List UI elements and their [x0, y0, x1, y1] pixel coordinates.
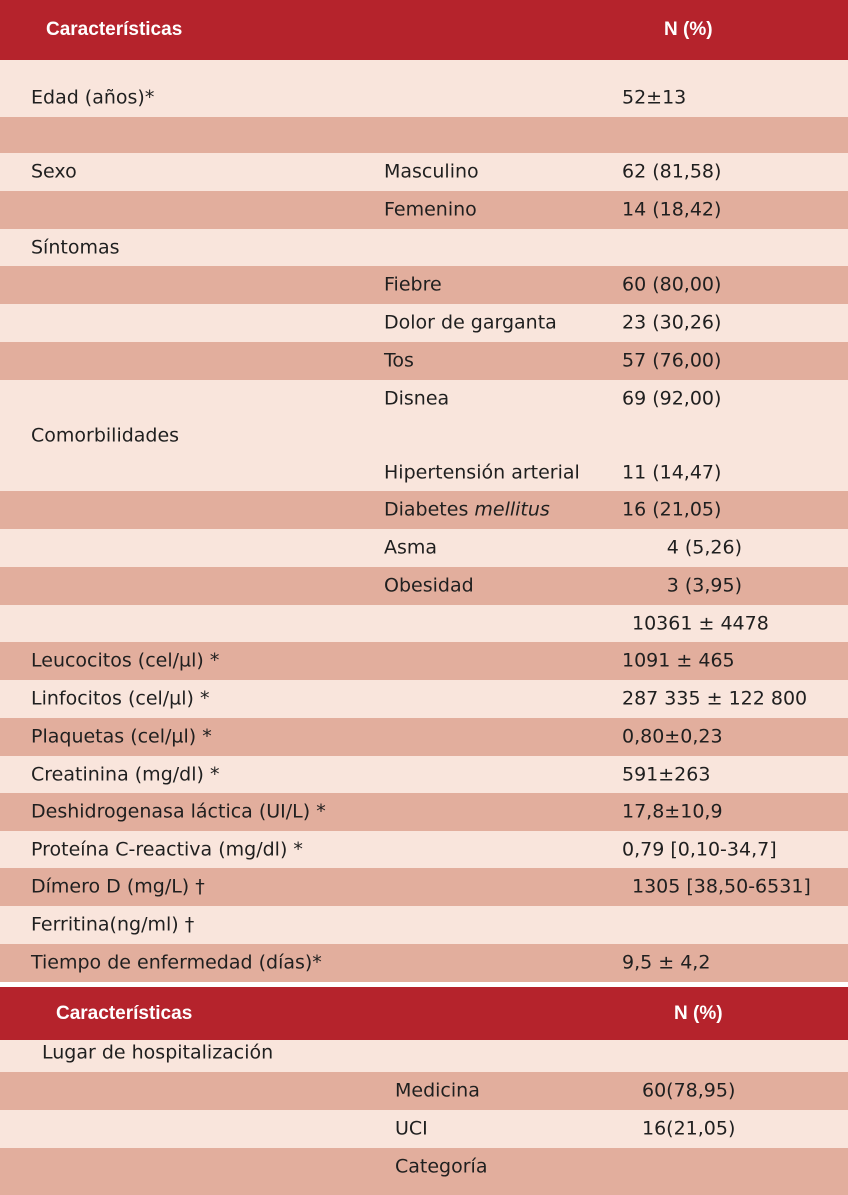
value-edad: 52±13 — [622, 86, 687, 108]
label-ferritina: Ferritina(ng/ml) † — [31, 913, 195, 936]
sub-fiebre: Fiebre — [384, 273, 442, 296]
table-row — [0, 567, 848, 605]
table-row — [0, 680, 848, 718]
value-tos: 57 (76,00) — [622, 349, 722, 372]
value-creatinina: 591±263 — [622, 763, 711, 785]
table-row — [0, 266, 848, 304]
value-disnea: 69 (92,00) — [622, 387, 722, 409]
sub-diabetes-italic: mellitus — [474, 498, 550, 521]
value-medicina: 60(78,95) — [642, 1079, 736, 1102]
value-obesidad: 3 (3,95) — [666, 574, 742, 597]
sub-uci: UCI — [395, 1117, 428, 1140]
sub-disnea: Disnea — [384, 387, 450, 409]
table-row — [0, 831, 848, 868]
sub-diabetes-text: Diabetes — [384, 498, 469, 521]
table1-header — [0, 0, 848, 60]
table-row — [0, 1110, 848, 1148]
label-proteina-c: Proteína C-reactiva (mg/dl) * — [31, 838, 303, 860]
value-dolor-garganta: 23 (30,26) — [622, 311, 722, 334]
table-row — [0, 117, 848, 153]
label-sintomas: Síntomas — [31, 236, 120, 258]
table2-header — [0, 987, 848, 1040]
value-hipertension: 11 (14,47) — [622, 461, 722, 483]
table-row — [0, 868, 848, 906]
table-row — [0, 417, 848, 454]
table-row — [0, 605, 848, 642]
label-tiempo-enfermedad: Tiempo de enfermedad (días)* — [31, 951, 322, 974]
table-row — [0, 944, 848, 982]
sub-masculino: Masculino — [384, 160, 479, 183]
value-tiempo-enfermedad: 9,5 ± 4,2 — [622, 951, 711, 974]
table-row — [0, 756, 848, 793]
label-creatinina: Creatinina (mg/dl) * — [31, 763, 220, 785]
label-plaquetas: Plaquetas (cel/µl) * — [31, 725, 212, 748]
label-linfocitos: Linfocitos (cel/µl) * — [31, 687, 210, 710]
table-row — [0, 153, 848, 191]
sub-obesidad: Obesidad — [384, 574, 474, 597]
table2-header-n-percent: N (%) — [674, 1002, 723, 1024]
table-row — [0, 1072, 848, 1110]
table-row — [0, 191, 848, 229]
label-comorbilidades: Comorbilidades — [31, 424, 180, 446]
table-row — [0, 304, 848, 342]
sub-asma: Asma — [384, 536, 438, 559]
value-femenino: 14 (18,42) — [622, 198, 722, 221]
value-diabetes: 16 (21,05) — [622, 498, 722, 521]
value-fiebre: 60 (80,00) — [622, 273, 722, 296]
table-row — [0, 380, 848, 417]
sub-tos: Tos — [384, 349, 414, 372]
table-row — [0, 78, 848, 117]
sub-dolor-garganta: Dolor de garganta — [384, 311, 557, 334]
table-row — [0, 229, 848, 266]
label-edad: Edad (años)* — [31, 86, 155, 108]
table1-header-n-percent: N (%) — [664, 19, 713, 40]
value-leucocitos: 1091 ± 465 — [622, 649, 735, 672]
table-row — [0, 529, 848, 567]
value-deshidrogenasa: 17,8±10,9 — [622, 800, 723, 823]
table-row — [0, 793, 848, 831]
table-row — [0, 1040, 848, 1072]
value-dimero-d: 1305 [38,50-6531] — [632, 875, 811, 898]
value-leucocitos-row: 10361 ± 4478 — [632, 612, 769, 634]
value-proteina-c: 0,79 [0,10-34,7] — [622, 838, 777, 860]
table-row — [0, 60, 848, 78]
label-leucocitos: Leucocitos (cel/µl) * — [31, 649, 220, 672]
label-dimero-d: Dímero D (mg/L) † — [31, 875, 205, 898]
table1-header-characteristics: Características — [46, 19, 183, 40]
value-linfocitos: 287 335 ± 122 800 — [622, 687, 808, 710]
sub-femenino: Femenino — [384, 198, 477, 221]
label-deshidrogenasa: Deshidrogenasa láctica (UI/L) * — [31, 800, 326, 823]
table-row — [0, 342, 848, 380]
table-row — [0, 718, 848, 756]
label-sexo: Sexo — [31, 160, 77, 183]
table-row — [0, 491, 848, 529]
table-row — [0, 1148, 848, 1195]
value-asma: 4 (5,26) — [666, 536, 742, 559]
sub-medicina: Medicina — [395, 1079, 480, 1102]
value-plaquetas: 0,80±0,23 — [622, 725, 723, 748]
label-lugar-hospitalizacion: Lugar de hospitalización — [42, 1041, 274, 1064]
value-masculino: 62 (81,58) — [622, 160, 722, 183]
sub-diabetes — [384, 498, 550, 521]
sub-categoria: Categoría — [395, 1155, 488, 1178]
table2-header-characteristics: Características — [56, 1002, 193, 1024]
table-row — [0, 642, 848, 680]
table-row — [0, 454, 848, 491]
sub-hipertension: Hipertensión arterial — [384, 461, 580, 483]
value-uci: 16(21,05) — [642, 1117, 736, 1140]
table-row — [0, 906, 848, 944]
